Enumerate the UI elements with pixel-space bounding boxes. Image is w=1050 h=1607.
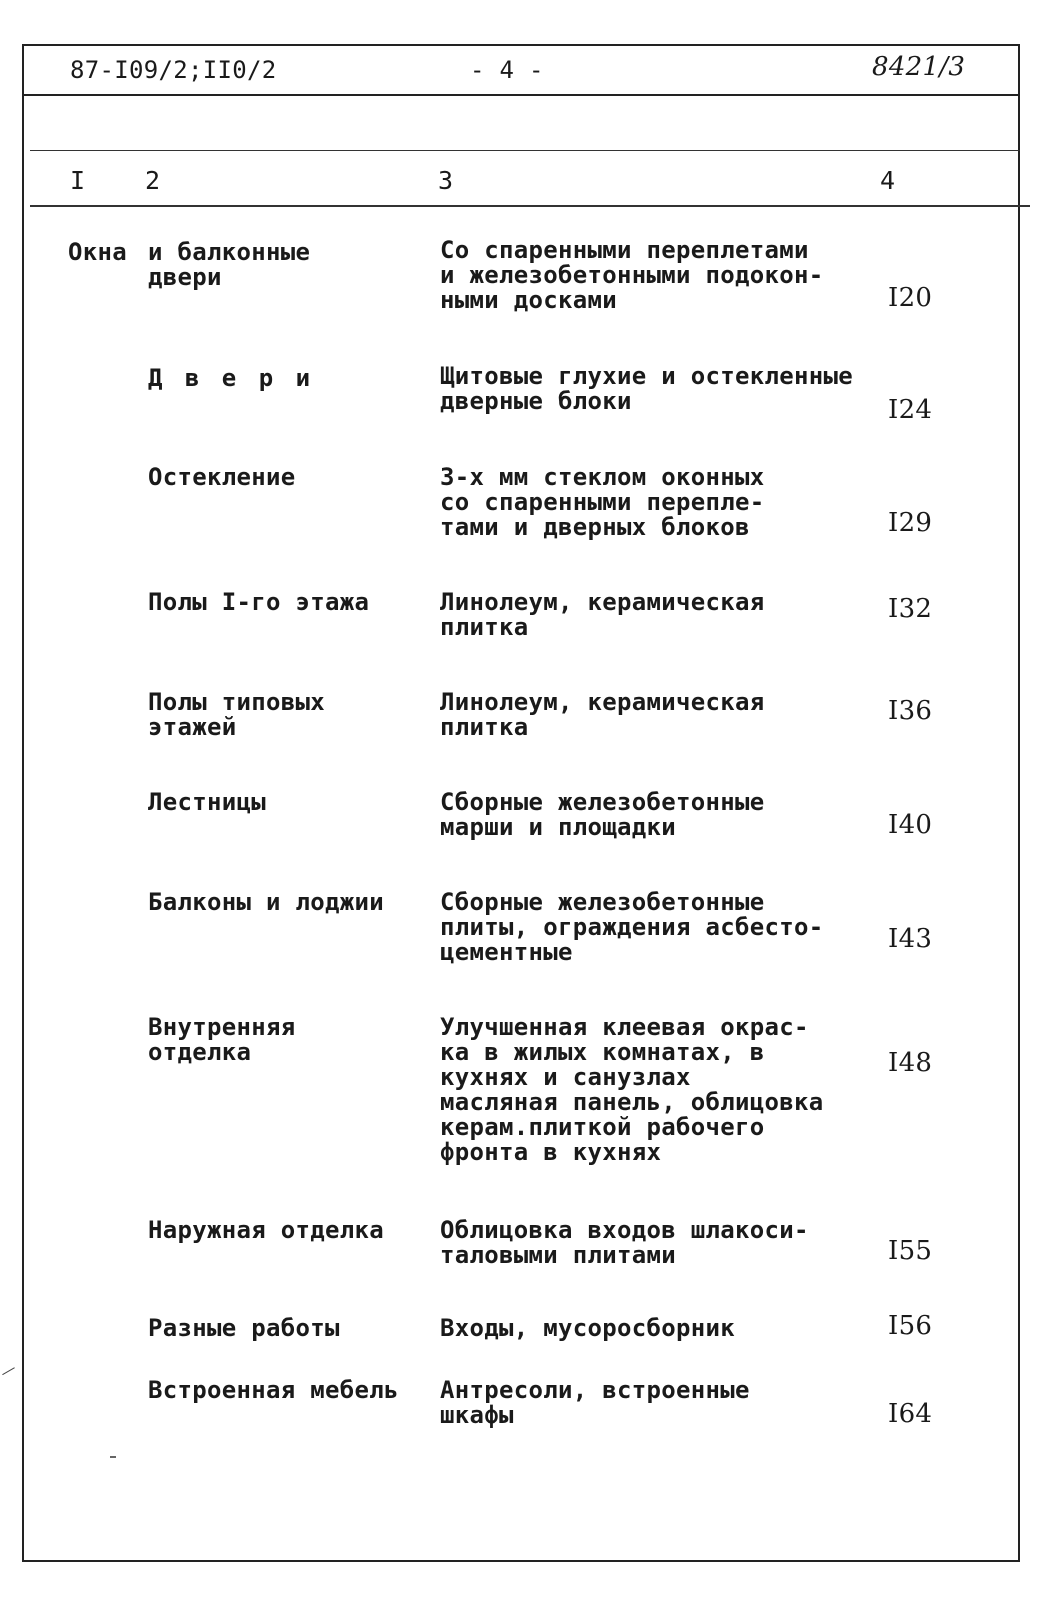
row-9-col4: I55	[888, 1236, 933, 1266]
row-9-col2: Наружная отделка	[148, 1216, 384, 1244]
row-7-col2: Балконы и лоджии	[148, 888, 384, 916]
row-11-col2: Встроенная мебель	[148, 1376, 399, 1404]
row-8-col4: I48	[888, 1048, 933, 1078]
row-6-col4: I40	[888, 810, 933, 840]
margin-dot-mark	[110, 1456, 116, 1458]
row-8-col2: Внутренняя отделка	[148, 1013, 296, 1066]
row-6-col2: Лестницы	[148, 788, 266, 816]
row-10-col4: I56	[888, 1311, 933, 1341]
row-11-col3: Антресоли, встроенные шкафы	[440, 1376, 750, 1429]
column-header-top-rule	[30, 150, 1020, 151]
row-1-col3: Со спаренными переплетами и железобетонными подокон- ными досками	[440, 236, 824, 314]
row-6-col3: Сборные железобетонные марши и площадки	[440, 788, 765, 841]
handwritten-mark: 8421/3	[872, 52, 966, 82]
row-5-col2: Полы типовых этажей	[148, 688, 325, 741]
row-5-col4: I36	[888, 696, 933, 726]
row-5-col3: Линолеум, керамическая плитка	[440, 688, 765, 741]
row-4-col3: Линолеум, керамическая плитка	[440, 588, 765, 641]
document-code: 87-I09/2;II0/2	[70, 56, 277, 84]
row-8-col3: Улучшенная клеевая окрас- ка в жилых комнатах, в кухнях и санузлах масляная панель, облицовка керам.плиткой рабочего фронта в кухнях	[440, 1013, 824, 1166]
row-10-col3: Входы, мусоросборник	[440, 1314, 735, 1342]
column-header-2: 2	[145, 166, 161, 195]
row-3-col2: Остекление	[148, 463, 296, 491]
row-3-col3: 3-х мм стеклом оконных со спаренными перепле- тами и дверных блоков	[440, 463, 765, 541]
row-7-col3: Сборные железобетонные плиты, ограждения асбесто- цементные	[440, 888, 824, 966]
row-9-col3: Облицовка входов шлакоси- таловыми плитами	[440, 1216, 809, 1269]
margin-tick-mark	[2, 1367, 20, 1384]
header-divider	[22, 94, 1020, 96]
row-3-col4: I29	[888, 508, 933, 538]
row-4-col4: I32	[888, 594, 933, 624]
row-7-col4: I43	[888, 924, 933, 954]
row-10-col2: Разные работы	[148, 1314, 340, 1342]
row-2-col4: I24	[888, 395, 933, 425]
row-1-col1: Окна	[68, 238, 127, 266]
row-2-col2: Д в е р и	[148, 364, 315, 392]
row-4-col2: Полы I-го этажа	[148, 588, 370, 616]
column-header-3: 3	[438, 166, 454, 195]
row-1-col2: и балконные двери	[148, 238, 311, 291]
column-header-bottom-rule	[30, 205, 1030, 207]
row-2-col3: Щитовые глухие и остекленные дверные блоки	[440, 362, 853, 415]
row-11-col4: I64	[888, 1399, 933, 1429]
column-header-4: 4	[880, 166, 896, 195]
row-1-col4: I20	[888, 283, 933, 313]
column-header-1: I	[70, 166, 86, 195]
page-number: - 4 -	[470, 56, 544, 84]
